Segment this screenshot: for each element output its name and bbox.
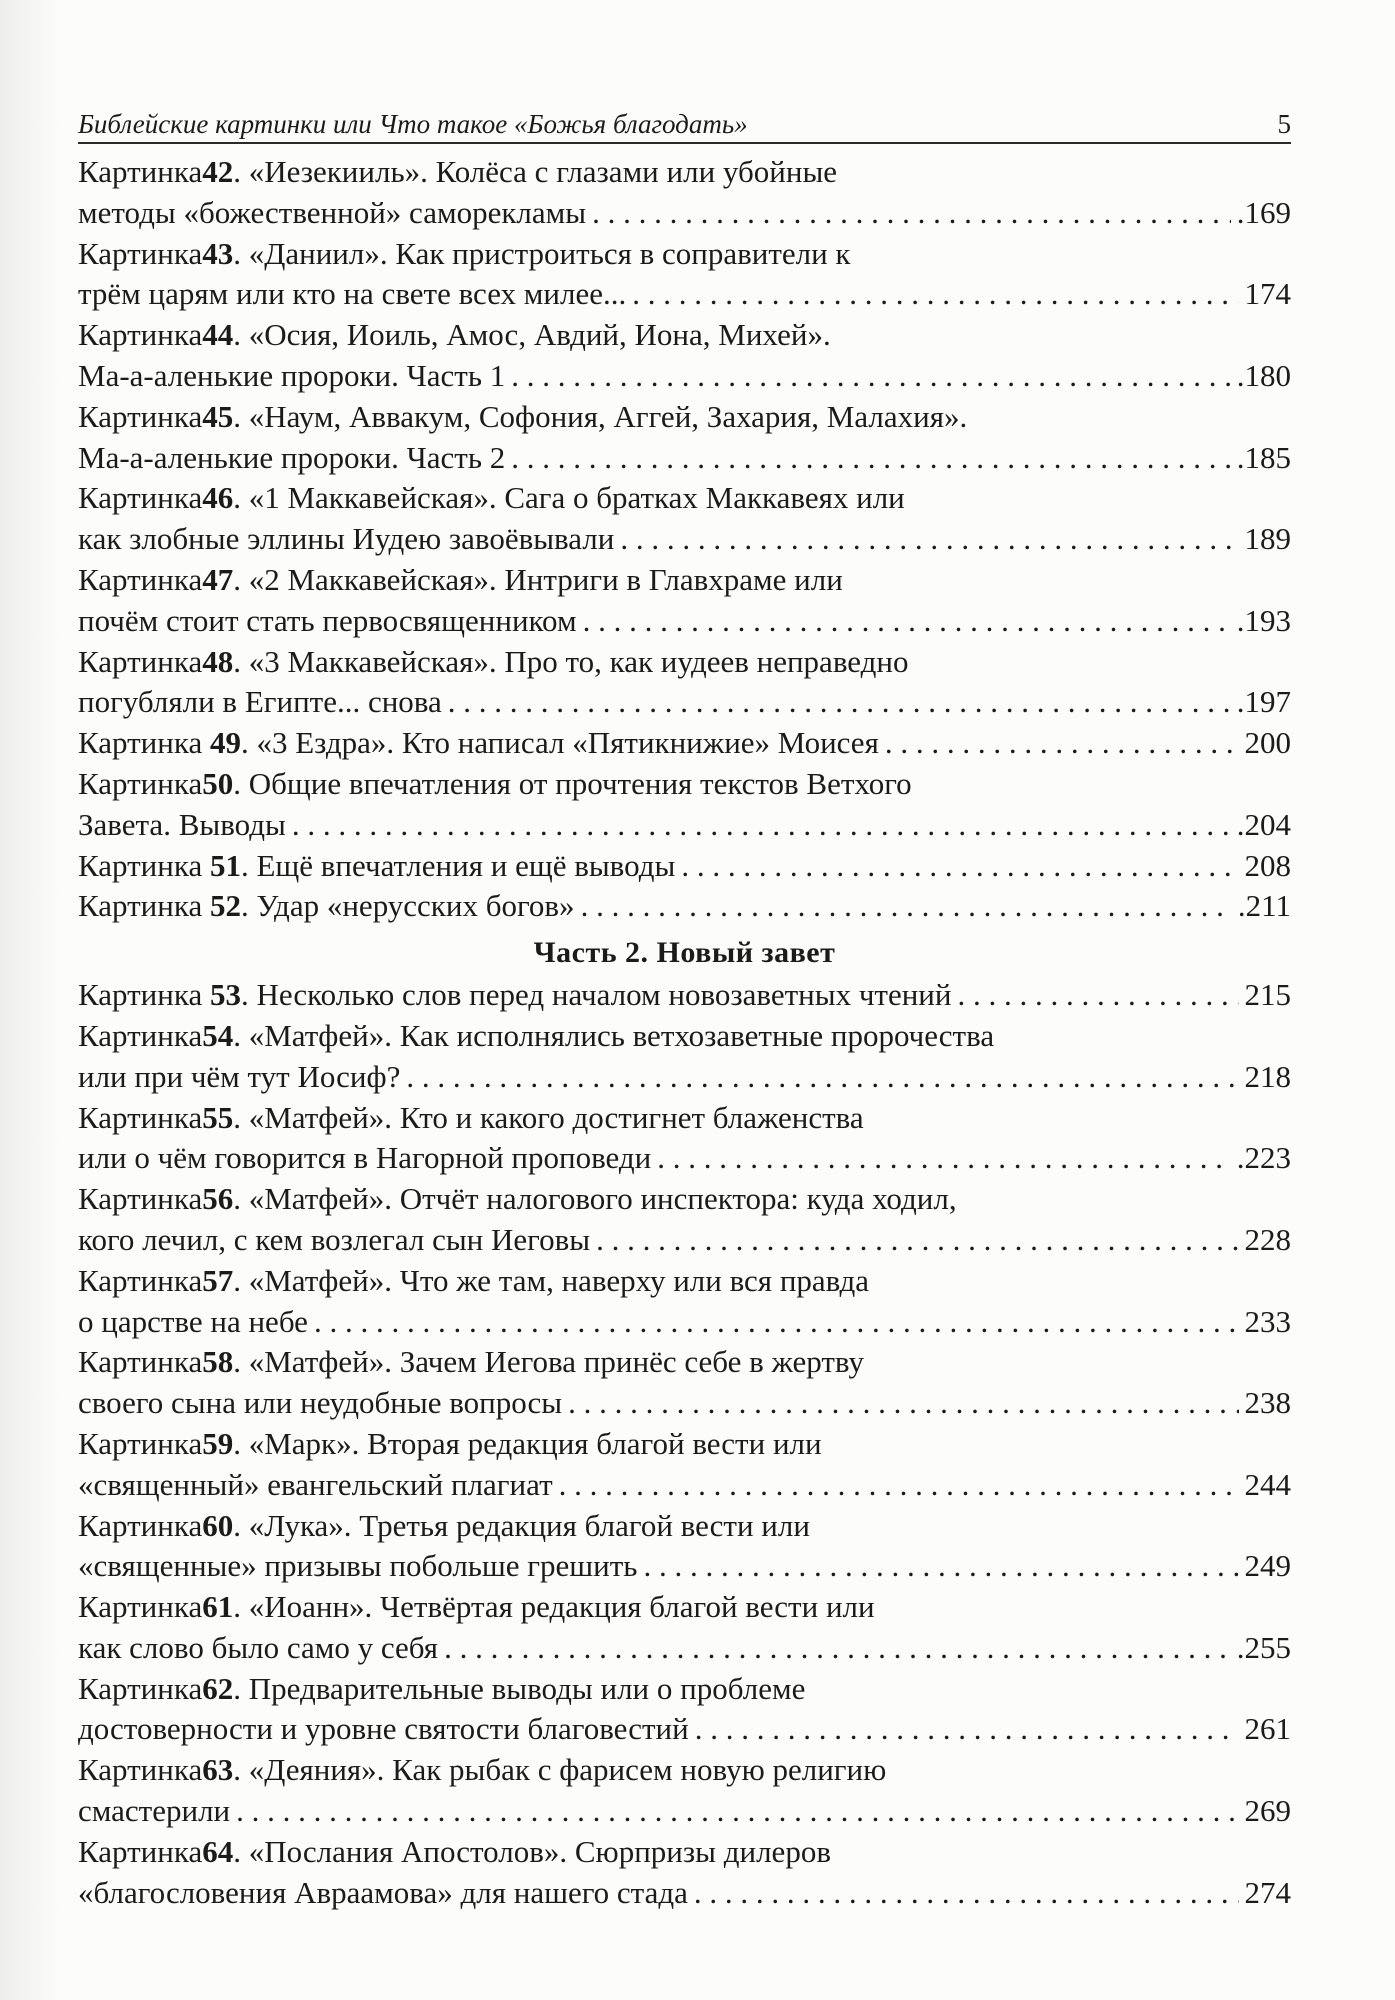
entry-title: . Ещё впечатления и ещё выводы	[240, 847, 676, 883]
entry-prefix: Картинка	[78, 1507, 203, 1543]
dot-leader	[583, 601, 1231, 642]
dot-leader	[657, 1138, 1230, 1179]
toc-entry-line	[78, 356, 1291, 397]
toc-entry	[78, 975, 1291, 1016]
entry-prefix: Картинка	[78, 1099, 203, 1135]
dot-leader	[958, 975, 1239, 1016]
entry-title: . «Лука». Третья редакция благой вести или	[233, 1507, 810, 1543]
toc-entry-line	[78, 1383, 1291, 1424]
toc-entry	[78, 1832, 1291, 1914]
toc-entry	[78, 1261, 1291, 1343]
entry-page-number: 233	[1244, 1303, 1291, 1339]
entry-leader	[78, 1791, 1291, 1832]
dot-leader	[632, 274, 1238, 315]
entry-title-continued: «благословения Авраамова» для нашего стада	[78, 1874, 688, 1910]
entry-number: 57	[202, 1262, 234, 1298]
entry-page-number: 200	[1244, 725, 1291, 761]
toc-entry-line	[78, 438, 1291, 479]
entry-leader	[78, 193, 1291, 234]
entry-prefix: Картинка	[78, 1181, 203, 1217]
entry-title-group	[78, 846, 675, 887]
entry-leader	[78, 805, 1291, 846]
toc-entry-line	[78, 1465, 1291, 1506]
dot-leader	[695, 1709, 1239, 1750]
entry-page-number: 208	[1244, 847, 1291, 883]
toc-entry	[78, 1016, 1291, 1098]
entry-title-continued: кого лечил, с кем возлегал сын Иеговы	[78, 1221, 591, 1257]
dot-leader	[511, 356, 1231, 397]
entry-title-group	[78, 723, 879, 764]
toc-entry-line	[78, 1587, 1291, 1628]
toc-entry-line	[78, 152, 1291, 193]
entry-title-continued: Завета. Выводы	[78, 806, 286, 842]
section-heading: Часть 2. Новый завет	[533, 936, 836, 970]
toc-entry-line	[78, 274, 1291, 315]
toc-entry-line	[78, 1342, 1291, 1383]
toc-entry	[78, 846, 1291, 887]
entry-prefix: Картинка	[78, 317, 203, 353]
toc-entry-line	[78, 397, 1291, 438]
table-of-contents	[78, 152, 1291, 1913]
entry-leader	[78, 1220, 1291, 1261]
entry-page-number: 174	[1244, 276, 1291, 312]
entry-leader	[78, 601, 1291, 642]
entry-page-number: .204	[1236, 806, 1291, 842]
toc-entry-line	[78, 1750, 1291, 1791]
entry-prefix: Картинка	[78, 480, 203, 516]
entry-title: . «Матфей». Отчёт налогового инспектора: куда ходил,	[233, 1181, 957, 1217]
toc-entry-line	[78, 519, 1291, 560]
toc-entry-line	[78, 1709, 1291, 1750]
dot-leader	[236, 1791, 1238, 1832]
entry-leader	[78, 519, 1291, 560]
entry-leader	[78, 682, 1291, 723]
entry-prefix: Картинка	[78, 847, 210, 883]
entry-prefix: Картинка	[78, 765, 203, 801]
dot-leader	[406, 1057, 1238, 1098]
entry-title: . «3 Ездра». Кто написал «Пятикнижие» Моисея	[240, 725, 879, 761]
entry-page-number: 189	[1244, 521, 1291, 557]
dot-leader	[885, 723, 1239, 764]
entry-title: . Общие впечатления от прочтения текстов Ветхого	[233, 765, 912, 801]
toc-entry-line	[78, 1302, 1291, 1343]
toc-entry	[78, 560, 1291, 642]
entry-title-continued: или о чём говорится в Нагорной проповеди	[78, 1140, 652, 1176]
entry-leader	[78, 1383, 1291, 1424]
entry-page-number: 269	[1244, 1793, 1291, 1829]
entry-number: 49	[209, 725, 241, 761]
entry-title-continued: как слово было само у себя	[78, 1629, 439, 1665]
entry-prefix: Картинка	[78, 1752, 203, 1788]
entry-page-number: .197	[1236, 684, 1291, 720]
toc-entry-line	[78, 234, 1291, 275]
entry-prefix: Картинка	[78, 561, 203, 597]
entry-title: . «Наум, Аввакум, Софония, Аггей, Захария, Малахия».	[233, 398, 968, 434]
toc-entry-line	[78, 805, 1291, 846]
entry-number: 62	[202, 1670, 234, 1706]
entry-title-group	[78, 975, 952, 1016]
entry-leader	[78, 1057, 1291, 1098]
toc-entry-line	[78, 1179, 1291, 1220]
entry-number: 44	[202, 317, 234, 353]
entry-leader	[78, 1465, 1291, 1506]
entry-title: . Предварительные выводы или о проблеме	[233, 1670, 806, 1706]
entry-title-continued: как злобные эллины Иудею завоёвывали	[78, 521, 615, 557]
toc-entry	[78, 723, 1291, 764]
entry-number: 51	[209, 847, 241, 883]
entry-title: . «Матфей». Зачем Иегова принёс себе в жертву	[233, 1344, 864, 1380]
entry-prefix: Картинка	[78, 1017, 203, 1053]
dot-leader	[592, 193, 1231, 234]
entry-title: . «Иезекииль». Колёса с глазами или убойные	[233, 154, 838, 189]
entry-page-number: 274	[1244, 1874, 1291, 1910]
entry-title-continued: Ма-а-аленькие пророки. Часть 1	[78, 357, 506, 393]
entry-page-number: .255	[1236, 1629, 1291, 1665]
entry-leader	[78, 1873, 1291, 1914]
toc-entry	[78, 1424, 1291, 1506]
dot-leader	[292, 805, 1231, 846]
entry-leader	[78, 1628, 1291, 1669]
entry-title-continued: «священные» призывы побольше грешить	[78, 1548, 638, 1584]
entry-number: 60	[202, 1507, 234, 1543]
entry-title-continued: погубляли в Египте... снова	[78, 684, 442, 720]
toc-part-2-entries	[78, 975, 1291, 1913]
entry-number: 53	[209, 977, 241, 1013]
toc-entry	[78, 1179, 1291, 1261]
entry-page-number: .223	[1236, 1140, 1291, 1176]
toc-entry	[78, 478, 1291, 560]
entry-title-continued: трём царям или кто на свете всех милее...	[78, 276, 627, 312]
entry-leader	[78, 886, 1291, 927]
entry-prefix: Картинка	[78, 235, 203, 271]
toc-entry-line	[78, 560, 1291, 601]
entry-title: . Удар «нерусских богов»	[240, 888, 575, 924]
entry-number: 56	[202, 1181, 234, 1217]
entry-prefix: Картинка	[78, 977, 210, 1013]
entry-number: 61	[202, 1589, 234, 1625]
toc-entry	[78, 886, 1291, 927]
running-header-title: Библейские картинки или Что такое «Божья благодать»	[78, 109, 748, 139]
entry-title-continued: смастерили	[78, 1793, 231, 1829]
entry-title-continued: методы «божественной» саморекламы	[78, 194, 587, 230]
entry-number: 64	[202, 1833, 234, 1869]
entry-prefix: Картинка	[78, 1670, 203, 1706]
toc-entry-line	[78, 886, 1291, 927]
entry-leader	[78, 1709, 1291, 1750]
entry-leader	[78, 1302, 1291, 1343]
entry-number: 59	[202, 1425, 234, 1461]
entry-number: 46	[202, 480, 234, 516]
entry-title: . «Послания Апостолов». Сюрпризы дилеров	[233, 1833, 831, 1869]
entry-number: 47	[202, 561, 234, 597]
entry-leader	[78, 274, 1291, 315]
toc-entry-line	[78, 1791, 1291, 1832]
toc-entry	[78, 1098, 1291, 1180]
toc-entry-line	[78, 478, 1291, 519]
entry-page-number: 228	[1244, 1221, 1291, 1257]
toc-entry-line	[78, 642, 1291, 683]
entry-title-continued: Ма-а-аленькие пророки. Часть 2	[78, 439, 506, 475]
toc-entry	[78, 1750, 1291, 1832]
toc-entry-line	[78, 764, 1291, 805]
entry-number: 50	[202, 765, 234, 801]
toc-entry	[78, 1506, 1291, 1588]
toc-entry	[78, 315, 1291, 397]
entry-leader	[78, 846, 1291, 887]
entry-page-number: 261	[1244, 1711, 1291, 1747]
dot-leader	[643, 1546, 1238, 1587]
entry-prefix: Картинка	[78, 643, 203, 679]
entry-title: . «Матфей». Как исполнялись ветхозаветные пророчества	[233, 1017, 995, 1053]
toc-entry	[78, 234, 1291, 316]
entry-leader	[78, 1138, 1291, 1179]
toc-entry-line	[78, 601, 1291, 642]
entry-page-number: 218	[1244, 1058, 1291, 1094]
entry-page-number: .169	[1236, 194, 1291, 230]
entry-prefix: Картинка	[78, 1833, 203, 1869]
entry-title: . «Осия, Иоиль, Амос, Авдий, Иона, Михей».	[233, 317, 831, 353]
toc-entry-line	[78, 1057, 1291, 1098]
entry-title-continued: своего сына или неудобные вопросы	[78, 1385, 563, 1421]
toc-entry-line	[78, 1873, 1291, 1914]
dot-leader	[444, 1628, 1231, 1669]
toc-part-1-entries	[78, 152, 1291, 927]
entry-page-number: .211	[1237, 888, 1291, 924]
entry-prefix: Картинка	[78, 154, 203, 189]
toc-entry	[78, 152, 1291, 234]
toc-entry-line	[78, 1628, 1291, 1669]
entry-page-number: .185	[1236, 439, 1291, 475]
entry-leader	[78, 438, 1291, 479]
entry-number: 55	[202, 1099, 234, 1135]
entry-number: 43	[202, 235, 234, 271]
toc-entry	[78, 764, 1291, 846]
entry-title-continued: или при чём тут Иосиф?	[78, 1058, 401, 1094]
entry-title: . «Даниил». Как пристроиться в соправители к	[233, 235, 851, 271]
entry-page-number: .180	[1236, 357, 1291, 393]
entry-prefix: Картинка	[78, 1262, 203, 1298]
entry-prefix: Картинка	[78, 1344, 203, 1380]
entry-title: . «2 Маккавейская». Интриги в Главхраме или	[233, 561, 843, 597]
toc-entry-line	[78, 193, 1291, 234]
toc-entry-line	[78, 1506, 1291, 1547]
entry-number: 42	[202, 154, 234, 189]
toc-entry	[78, 1587, 1291, 1669]
toc-entry	[78, 1669, 1291, 1751]
entry-leader	[78, 1546, 1291, 1587]
toc-entry-line	[78, 1220, 1291, 1261]
entry-page-number: 249	[1244, 1548, 1291, 1584]
entry-title: . «Деяния». Как рыбак с фарисем новую религию	[233, 1752, 887, 1788]
dot-leader	[694, 1873, 1239, 1914]
entry-title: . «Иоанн». Четвёртая редакция благой вести или	[233, 1589, 875, 1625]
dot-leader	[581, 886, 1232, 927]
dot-leader	[511, 438, 1231, 479]
dot-leader	[314, 1302, 1239, 1343]
dot-leader	[681, 846, 1238, 887]
entry-title: . «1 Маккавейская». Сага о братках Маккавеях или	[233, 480, 905, 516]
dot-leader	[596, 1220, 1238, 1261]
toc-entry	[78, 642, 1291, 724]
toc-entry-line	[78, 723, 1291, 764]
entry-title: . Несколько слов перед началом новозаветных чтений	[240, 977, 952, 1013]
toc-entry-line	[78, 1546, 1291, 1587]
entry-page-number: .193	[1236, 602, 1291, 638]
toc-entry-line	[78, 846, 1291, 887]
entry-title: . «Матфей». Кто и какого достигнет блаженства	[233, 1099, 864, 1135]
toc-entry-line	[78, 1261, 1291, 1302]
entry-page-number: 244	[1244, 1466, 1291, 1502]
entry-title-group	[78, 886, 575, 927]
entry-prefix: Картинка	[78, 398, 203, 434]
entry-number: 63	[202, 1752, 234, 1788]
entry-prefix: Картинка	[78, 1589, 203, 1625]
dot-leader	[559, 1465, 1239, 1506]
toc-entry-line	[78, 1138, 1291, 1179]
entry-prefix: Картинка	[78, 1425, 203, 1461]
entry-leader	[78, 356, 1291, 397]
entry-number: 48	[202, 643, 234, 679]
toc-entry-line	[78, 975, 1291, 1016]
toc-entry-line	[78, 1424, 1291, 1465]
toc-entry	[78, 397, 1291, 479]
toc-entry-line	[78, 1669, 1291, 1710]
toc-entry-line	[78, 315, 1291, 356]
entry-title-continued: о царстве на небе	[78, 1303, 308, 1339]
entry-leader	[78, 723, 1291, 764]
running-header	[78, 104, 1291, 144]
dot-leader	[620, 519, 1238, 560]
entry-prefix: Картинка	[78, 725, 210, 761]
entry-prefix: Картинка	[78, 888, 210, 924]
toc-entry-line	[78, 1832, 1291, 1873]
toc-entry	[78, 1342, 1291, 1424]
dot-leader	[568, 1383, 1238, 1424]
toc-entry-line	[78, 1016, 1291, 1057]
dot-leader	[448, 682, 1231, 723]
entry-page-number: 238	[1244, 1385, 1291, 1421]
entry-title: . «3 Маккавейская». Про то, как иудеев неправедно	[233, 643, 909, 679]
entry-leader	[78, 975, 1291, 1016]
entry-number: 54	[202, 1017, 234, 1053]
page-number: 5	[1277, 109, 1291, 139]
entry-number: 58	[202, 1344, 234, 1380]
entry-title-continued: достоверности и уровне святости благовестий	[78, 1711, 689, 1747]
entry-number: 52	[209, 888, 241, 924]
entry-title: . «Марк». Вторая редакция благой вести или	[233, 1425, 822, 1461]
entry-number: 45	[202, 398, 234, 434]
toc-entry-line	[78, 682, 1291, 723]
toc-entry-line	[78, 1098, 1291, 1139]
entry-title-continued: «священный» евангельский плагиат	[78, 1466, 553, 1502]
entry-title-continued: почём стоит стать первосвященником	[78, 602, 577, 638]
entry-page-number: 215	[1244, 977, 1291, 1013]
entry-title: . «Матфей». Что же там, наверху или вся правда	[233, 1262, 870, 1298]
